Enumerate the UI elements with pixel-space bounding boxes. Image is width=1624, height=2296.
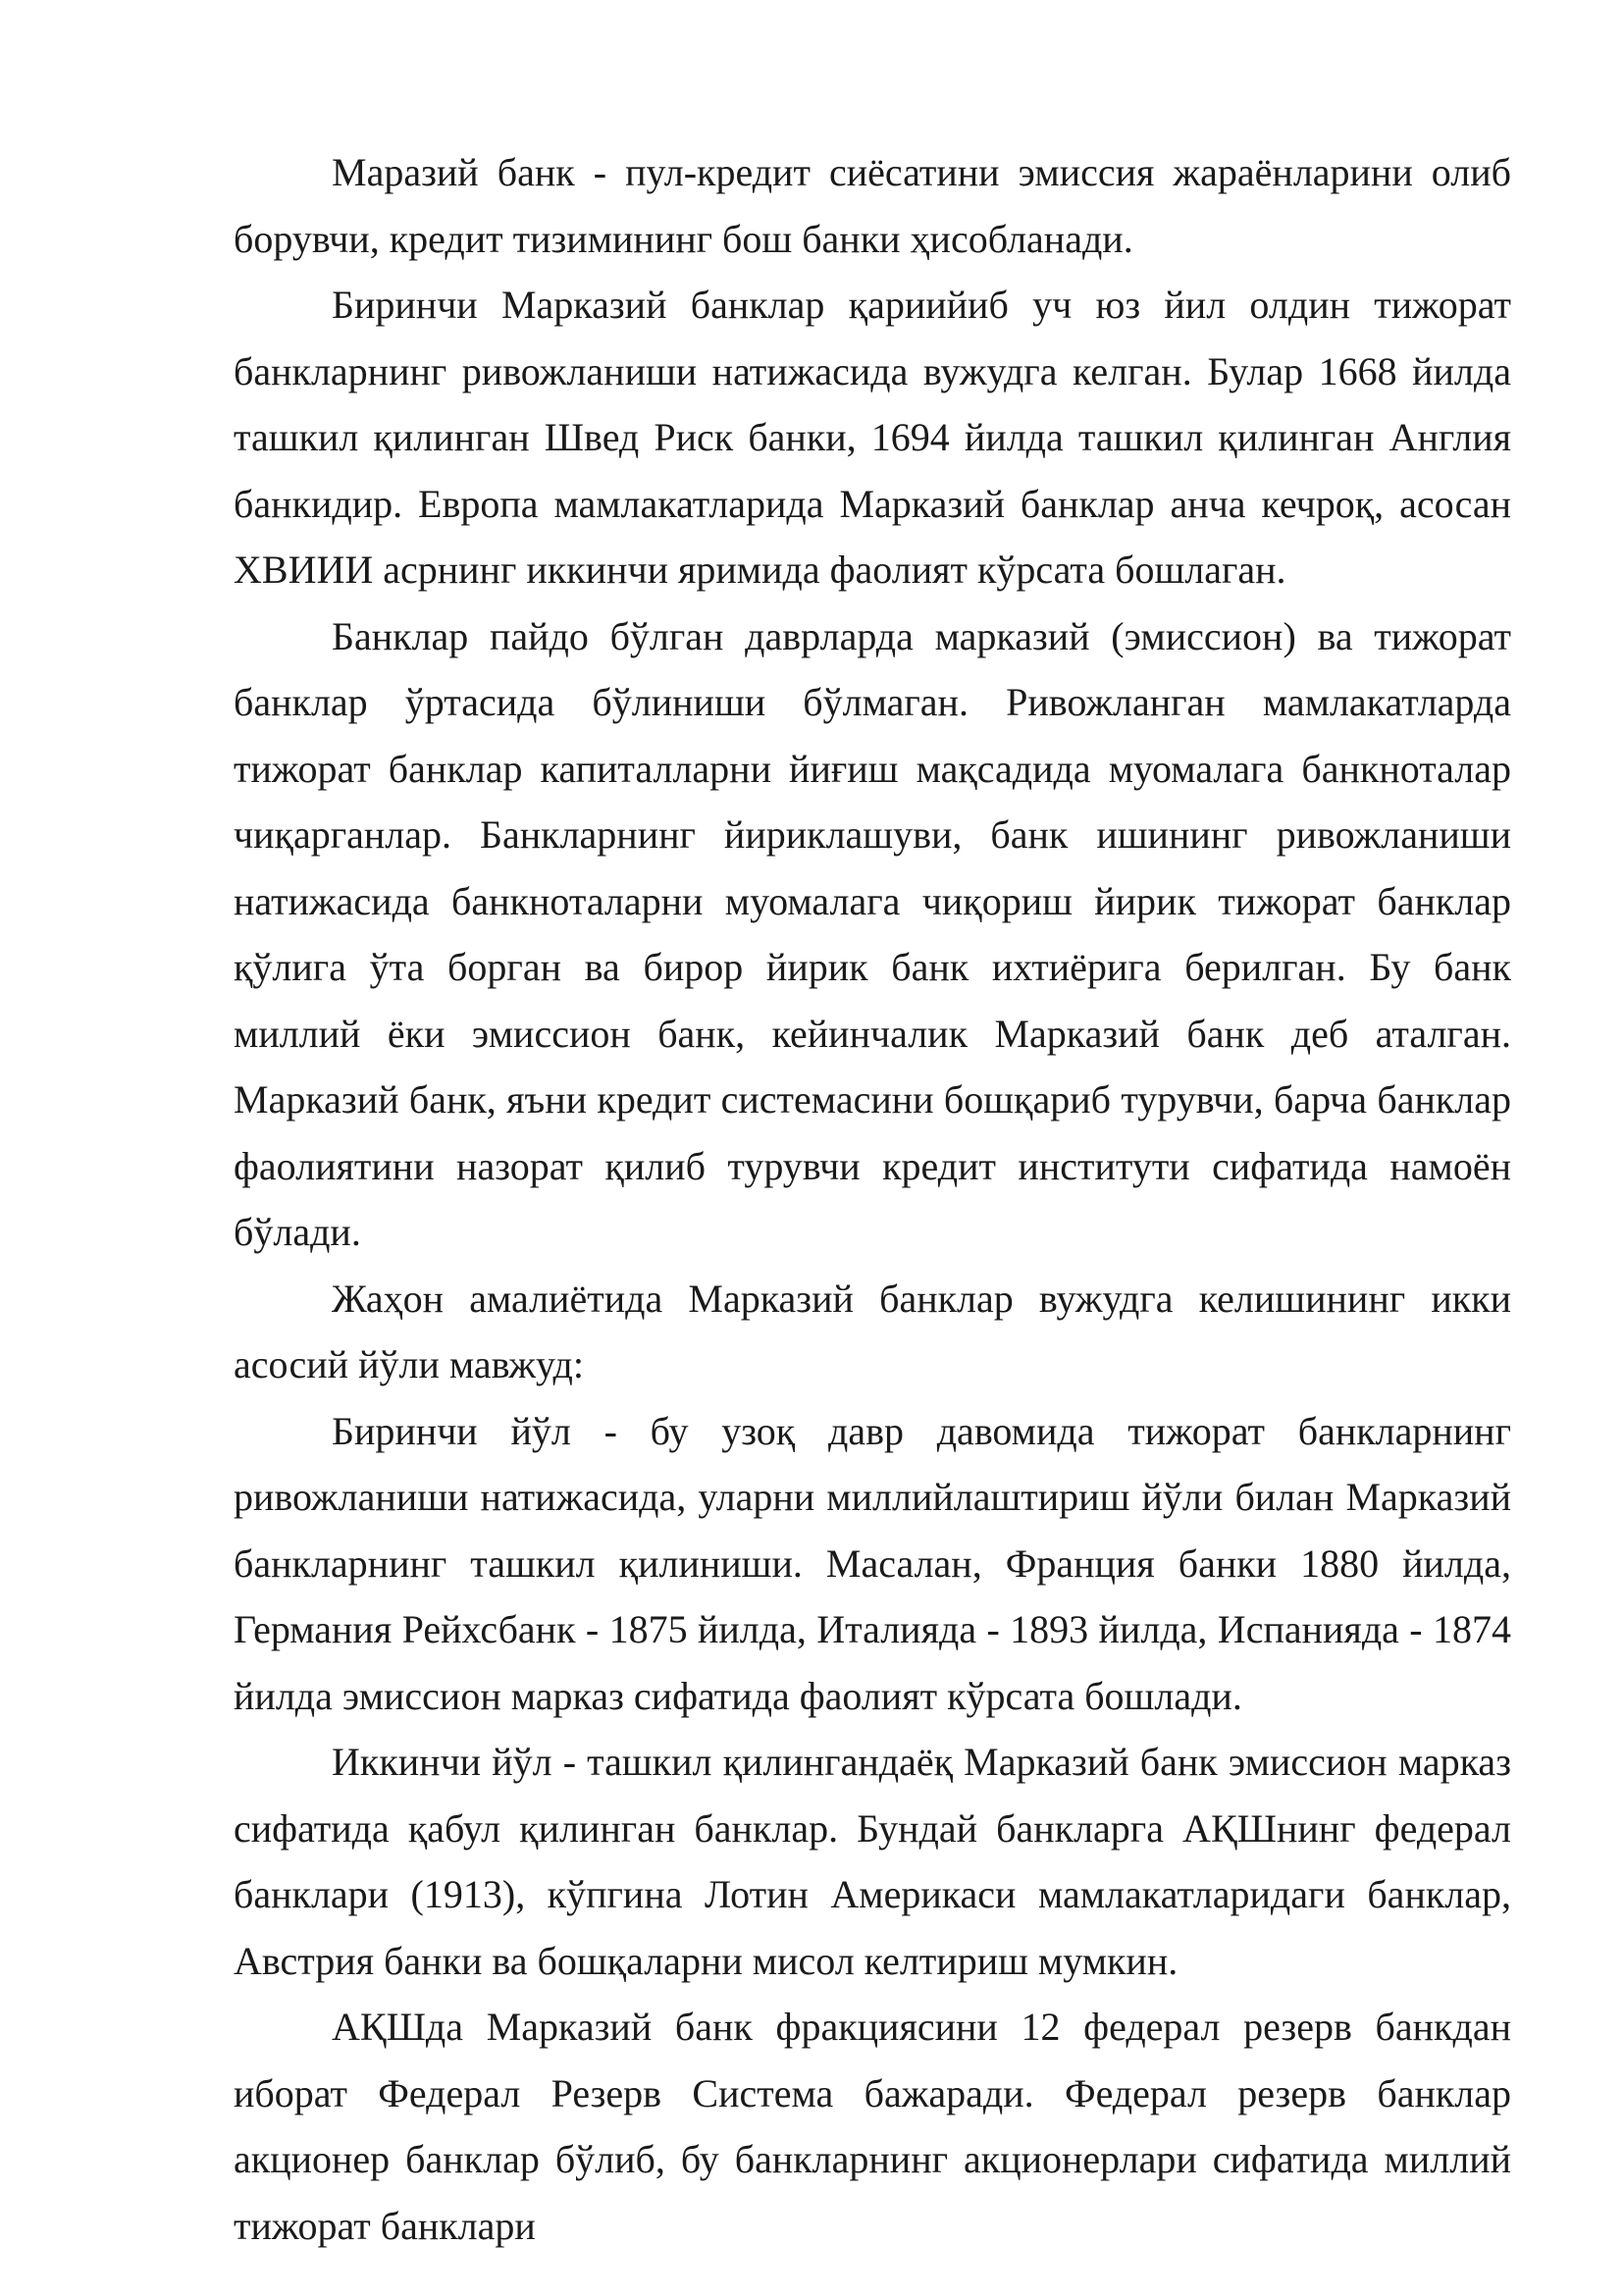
paragraph-two-ways: Жаҳон амалиётида Марказий банклар вужудга келишининг икки асосий йўли мавжуд: (234, 1276, 1511, 1386)
paragraph-emission-history: Банклар пайдо бўлган даврларда марказий (эмиссион) ва тижорат банклар ўртасида бўлиниши бўлмаган. Ривожланган мамлакатларда тижорат банклар капиталларни йиғиш мақсадида муомалага банкноталар чиқарганлар. Банкларнинг йириклашуви, банк ишининг ривожланиши натижасида банкноталарни муомалага чиқориш йирик тижорат банклар қўлига ўта борган ва бирор йирик банк ихтиёрига берилган. Бу банк миллий ёки эмиссион банк, кейинчалик Марказий банк деб аталган. Марказий банк, яъни кредит системасини бошқариб турувчи, барча банклар фаолиятини назорат қилиб турувчи кредит институти сифатида намоён бўлади. (234, 613, 1511, 1254)
paragraph-central-bank-definition: Маразий банк - пул-кредит сиёсатини эмиссия жараёнларини олиб борувчи, кредит тизимининг бош банки ҳисобланади. (234, 150, 1511, 261)
paragraph-first-central-banks: Биринчи Марказий банклар қариийиб уч юз йил олдин тижорат банкларнинг ривожланиши натижасида вужудга келган. Булар 1668 йилда ташкил қилинган Швед Риск банки, 1694 йилда ташкил қилинган Англия банкидир. Европа мамлакатларида Марказий банклар анча кечроқ, асосан ХВИИИ асрнинг иккинчи яримида фаолият кўрсата бошлаган. (234, 283, 1511, 592)
document-page (234, 139, 1511, 2259)
paragraph-first-way: Биринчи йўл - бу узоқ давр давомида тижорат банкларнинг ривожланиши натижасида, уларни миллийлаштириш йўли билан Марказий банкларнинг ташкил қилиниши. Масалан, Франция банки 1880 йилда, Германия Рейхсбанк - 1875 йилда, Италияда - 1893 йилда, Испанияда - 1874 йилда эмиссион марказ сифатида фаолият кўрсата бошлади. (234, 1408, 1511, 1718)
paragraph-usa-federal-reserve: АҚШда Марказий банк фракциясини 12 федерал резерв банкдан иборат Федерал Резерв Система бажаради. Федерал резерв банклар акционер банклар бўлиб, бу банкларнинг акционерлари сифатида миллий тижорат банклари (234, 2005, 1511, 2248)
paragraph-second-way: Иккинчи йўл - ташкил қилингандаёқ Марказий банк эмиссион марказ сифатида қабул қилинган банклар. Бундай банкларга АҚШнинг федерал банклари (1913), кўпгина Лотин Америкаси мамлакатларидаги банклар, Австрия банки ва бошқаларни мисол келтириш мумкин. (234, 1740, 1511, 1983)
